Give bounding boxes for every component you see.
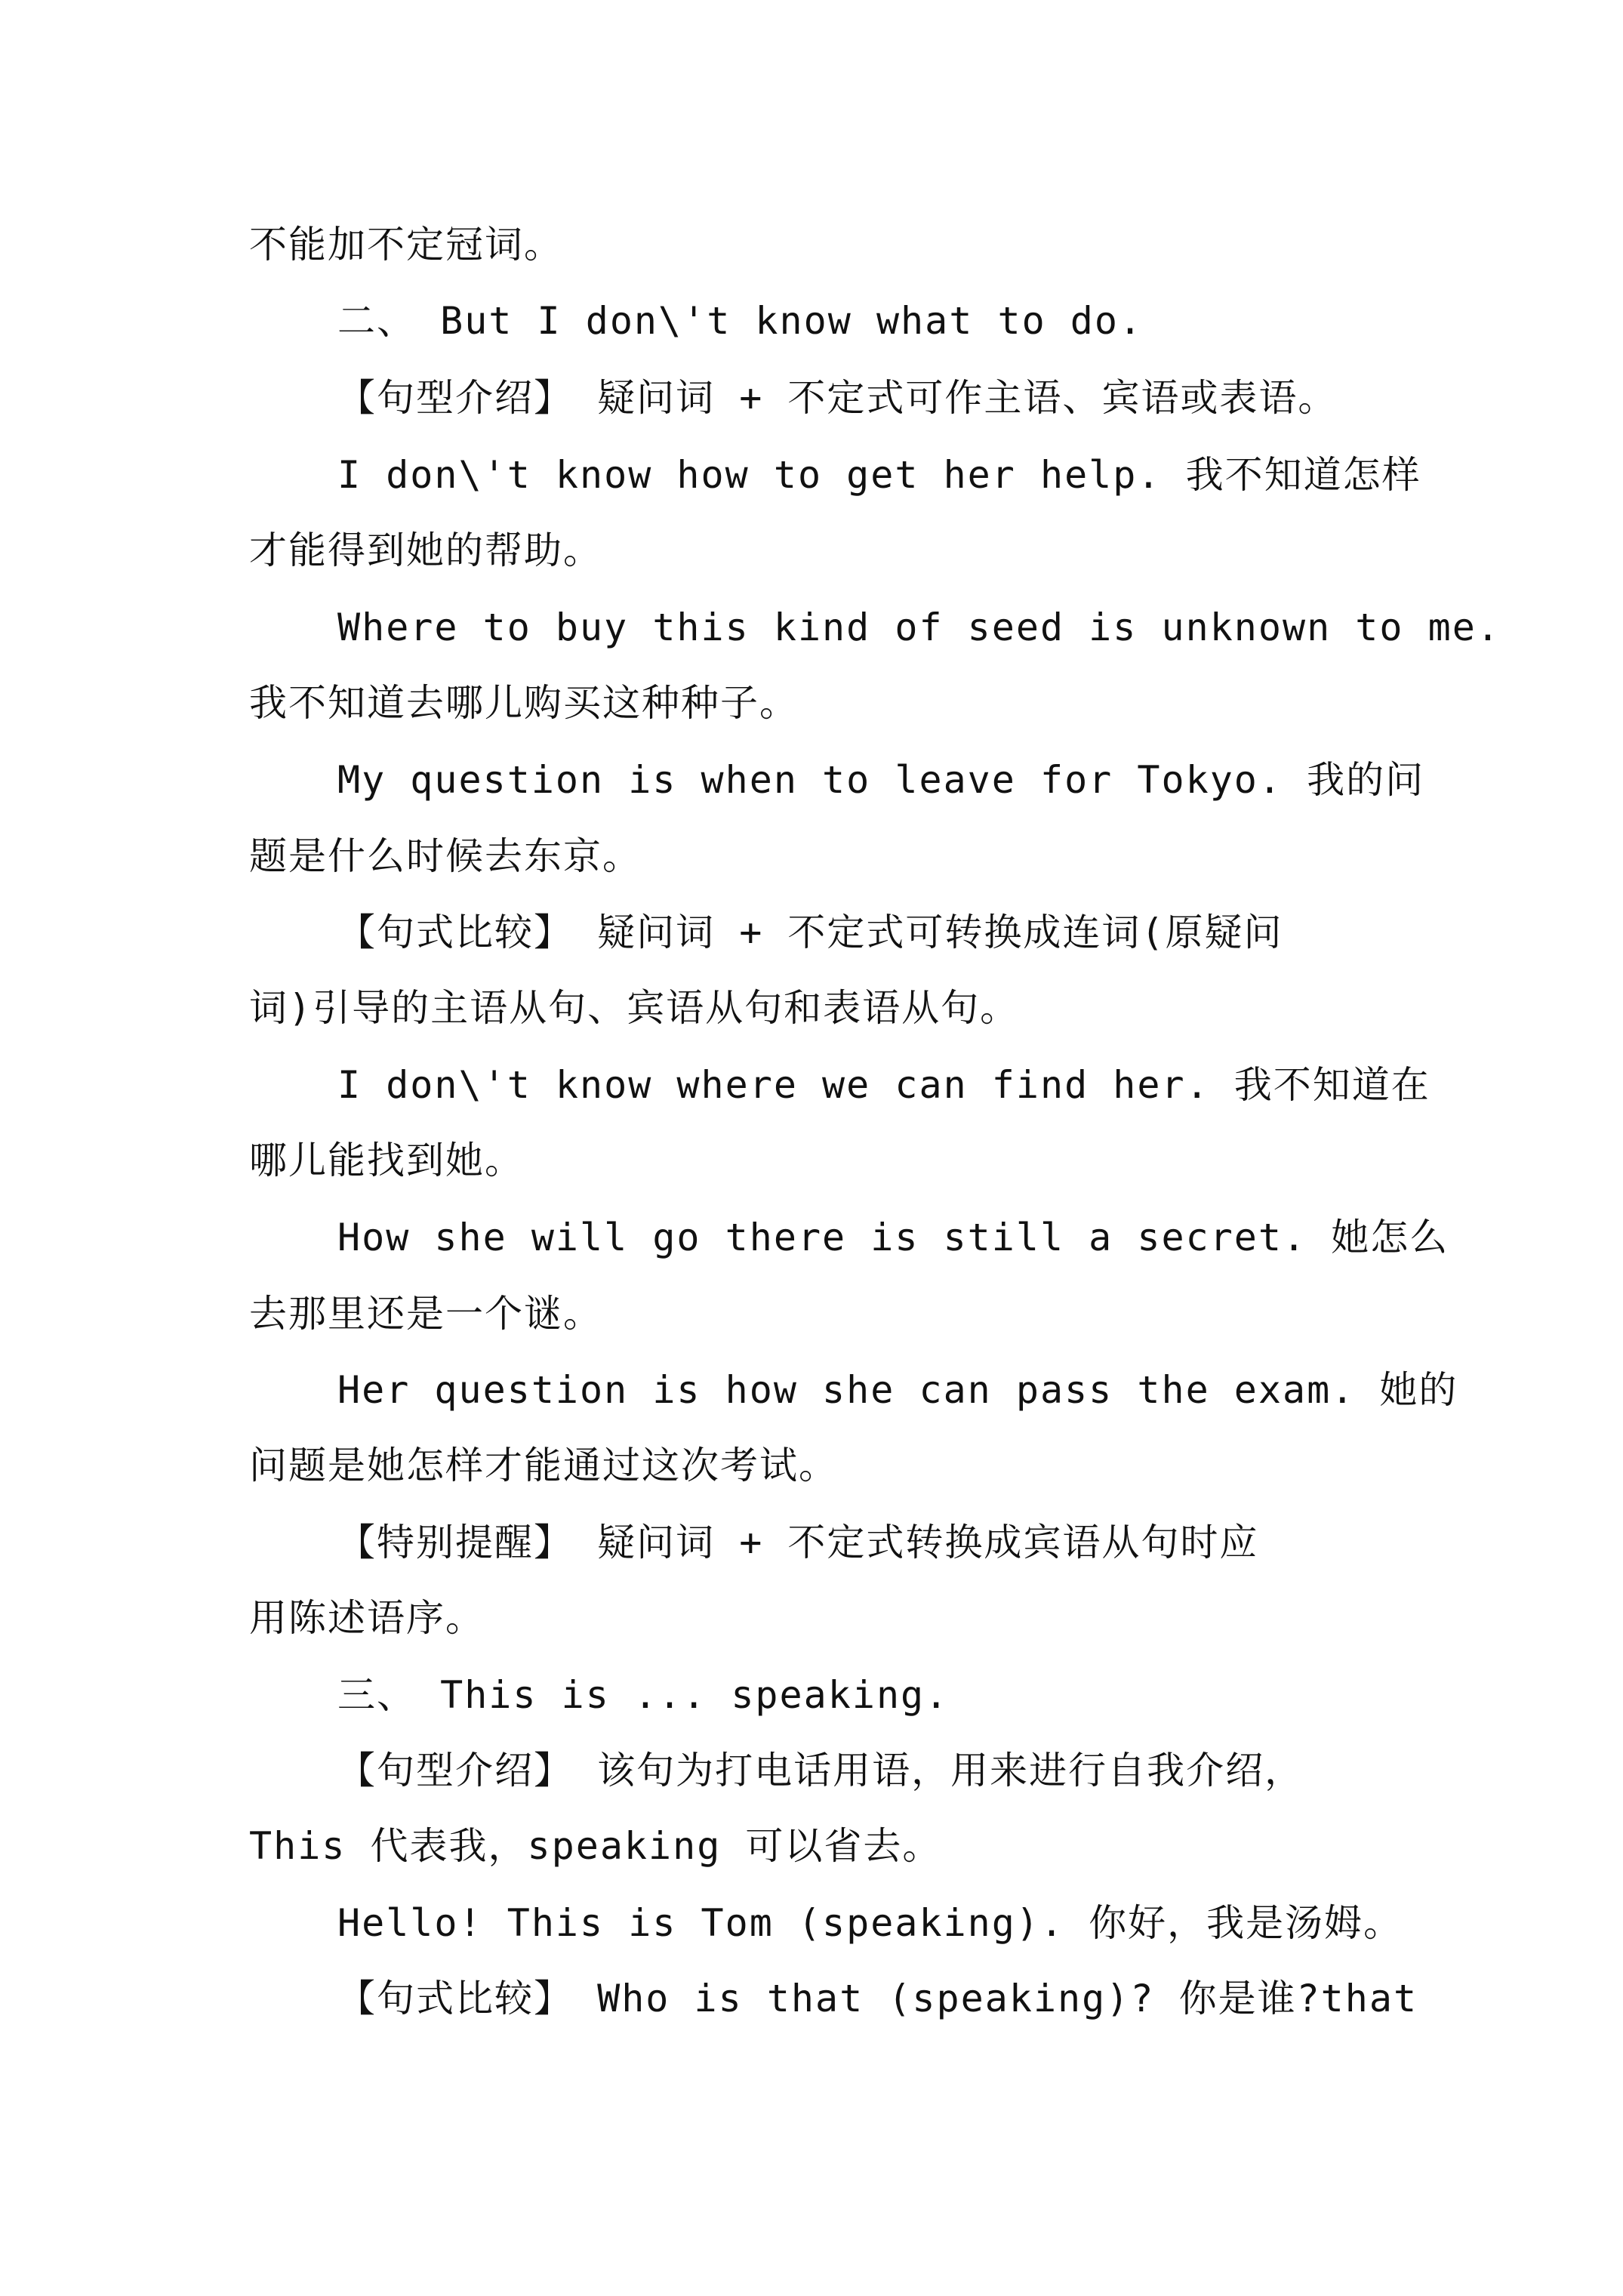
- text-line: 才能得到她的帮助。: [249, 529, 602, 572]
- text-line: 哪儿能找到她。: [249, 1139, 524, 1182]
- text-line: This 代表我，speaking 可以省去。: [249, 1824, 942, 1868]
- text-line: I don\'t know where we can find her. 我不知道在: [337, 1063, 1431, 1107]
- text-line: 【句式比较】 Who is that (speaking)? 你是谁?that: [337, 1977, 1418, 2020]
- text-line: Where to buy this kind of seed is unknown to me.: [337, 606, 1501, 649]
- text-line: 用陈述语序。: [249, 1596, 485, 1640]
- text-line: 不能加不定冠词。: [249, 223, 563, 267]
- text-line: 题是什么时候去东京。: [249, 834, 642, 878]
- text-line: 【句型介绍】 该句为打电话用语，用来进行自我介绍，: [337, 1749, 1304, 1792]
- text-line: 词)引导的主语从句、宾语从句和表语从句。: [249, 986, 1020, 1030]
- text-line: How she will go there is still a secret. 她怎么: [337, 1216, 1449, 1259]
- text-line: I don\'t know how to get her help. 我不知道怎样: [337, 453, 1421, 497]
- text-line: Her question is how she can pass the exam. 她的: [337, 1368, 1458, 1412]
- text-line: My question is when to leave for Tokyo. 我的问: [337, 758, 1425, 802]
- text-line: 【特别提醒】 疑问词 + 不定式转换成宾语从句时应: [337, 1521, 1259, 1564]
- text-line: 【句型介绍】 疑问词 + 不定式可作主语、宾语或表语。: [337, 376, 1338, 420]
- text-line: Hello! This is Tom (speaking). 你好，我是汤姆。: [337, 1901, 1403, 1945]
- text-line: 去那里还是一个谜。: [249, 1292, 602, 1336]
- text-line: 我不知道去哪儿购买这种种子。: [249, 681, 799, 725]
- section-heading: 二、 But I don\'t know what to do.: [337, 299, 1144, 343]
- text-line: 【句式比较】 疑问词 + 不定式可转换成连词(原疑问: [337, 911, 1283, 954]
- text-line: 问题是她怎样才能通过这次考试。: [249, 1444, 838, 1487]
- section-heading: 三、 This is ... speaking.: [337, 1673, 950, 1717]
